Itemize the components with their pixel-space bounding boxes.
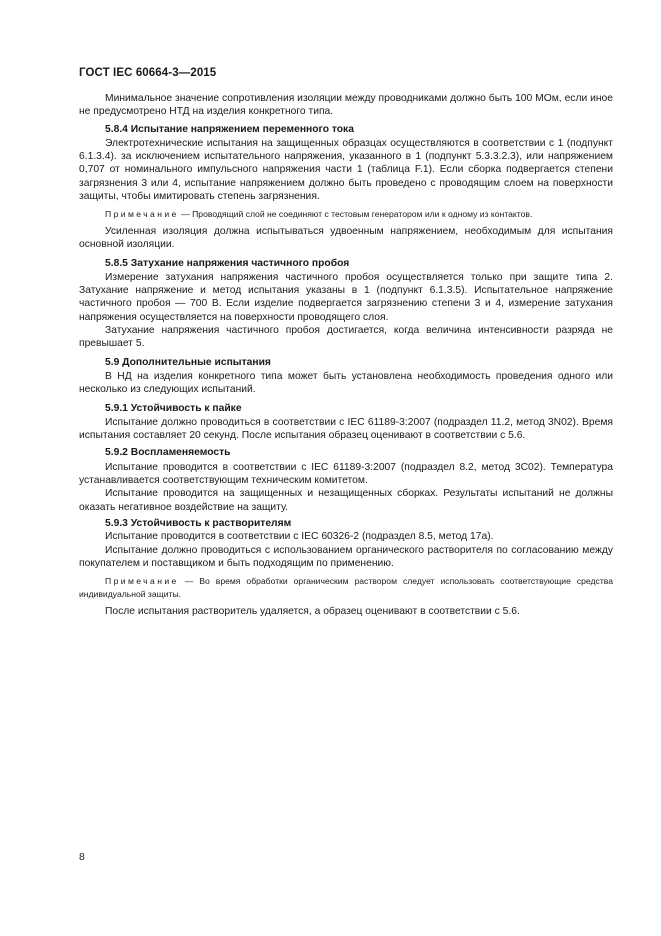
paragraph-partial-discharge-limit: Затухание напряжения частичного пробоя достигается, когда величина интенсивности разряда не превышает 5. bbox=[79, 325, 613, 350]
section-heading-5-9: 5.9 Дополнительные испытания bbox=[105, 356, 271, 368]
paragraph-additional-tests: В НД на изделия конкретного типа может быть установлена необходимость проведения одного или несколько из следующих испытаний. bbox=[79, 370, 613, 396]
paragraph-solder-resistance: Испытание должно проводиться в соответствии с IEC 61189-3:2007 (подраздел 11.2, метод 3N02). Время испытания составляет 20 секунд. После испытания образец оценивают в соответствии с 5.6. bbox=[79, 416, 613, 442]
note-protective-equipment bbox=[79, 575, 613, 600]
document-body bbox=[79, 92, 613, 619]
note-label: Примечание bbox=[105, 209, 179, 220]
paragraph-solvent-removal: После испытания растворитель удаляется, а образец оценивают в соответствии с 5.6. bbox=[105, 606, 520, 618]
page-number: 8 bbox=[79, 851, 85, 863]
paragraph-partial-discharge: Измерение затухания напряжения частичного пробоя осуществляется только при защите типа 2. Затухание напряжение и метод испытания указаны в 1 (подпункт 6.1.3.5). Испытательное напряжение частичного пробоя — 700 В. Если изделие подвергается загрязнению степени 3 и 4, измерение затухания напряжения осуществляется на поверхности проводящего слоя. bbox=[79, 271, 613, 323]
section-heading-5-8-5: 5.8.5 Затухание напряжения частичного пробоя bbox=[105, 257, 350, 269]
paragraph-solvent-resistance: Испытание проводится в соответствии с IEC 60326-2 (подраздел 8.5, метод 17a). bbox=[105, 531, 494, 543]
section-heading-5-9-3: 5.9.3 Устойчивость к растворителям bbox=[105, 517, 292, 529]
section-heading-5-9-1: 5.9.1 Устойчивость к пайке bbox=[105, 402, 242, 414]
note-label: Примечание bbox=[105, 576, 179, 587]
paragraph-insulation-resistance: Минимальное значение сопротивления изоляции между проводниками должно быть 100 МОм, если иное не предусмотрено НТД на изделия конкретного типа. bbox=[79, 93, 613, 118]
section-heading-5-8-4: 5.8.4 Испытание напряжением переменного тока bbox=[105, 123, 354, 135]
paragraph-ac-test: Электротехнические испытания на защищенных образцах осуществляются в соответствии с 1 (подпункт 6.1.3.4). за исключением испытательного напряжения, указанного в 1 (подпункт 5.3.3.2.3), или напряжением 0,707 от номинального импульсного напряжения части 1 (таблица F.1). Если сборка подвергается степени загрязнения 3 или 4, испытание напряжением должно быть проведено с проводящим слоем на поверхности защиты, чтобы имитировать степень загрязнения. bbox=[79, 137, 613, 203]
paragraph-organic-solvent: Испытание должно проводиться с использованием органического растворителя по согласованию между покупателем и поставщиком и быть подходящим по применению. bbox=[79, 544, 613, 569]
section-heading-5-9-2: 5.9.2 Воспламеняемость bbox=[105, 447, 231, 459]
paragraph-flammability: Испытание проводится в соответствии с IEC 61189-3:2007 (подраздел 8.2, метод 3C02). Температура устанавливается соответствующим техническим комитетом. bbox=[79, 461, 613, 487]
paragraph-flammability-assemblies: Испытание проводится на защищенных и незащищенных сборках. Результаты испытаний не должны оказать негативное воздействие на защиту. bbox=[79, 488, 613, 513]
note-conductive-layer bbox=[79, 208, 613, 221]
document-header: ГОСТ IEC 60664-3—2015 bbox=[79, 67, 217, 79]
paragraph-reinforced-insulation: Усиленная изоляция должна испытываться удвоенным напряжением, необходимым для испытания основной изоляции. bbox=[79, 225, 613, 251]
note-text: — Во время обработки органическим раствором следует использовать соответствующие средства индивидуальной защиты. bbox=[79, 576, 613, 599]
note-text: — Проводящий слой не соединяют с тестовым генератором или к одному из контактов. bbox=[178, 209, 533, 220]
